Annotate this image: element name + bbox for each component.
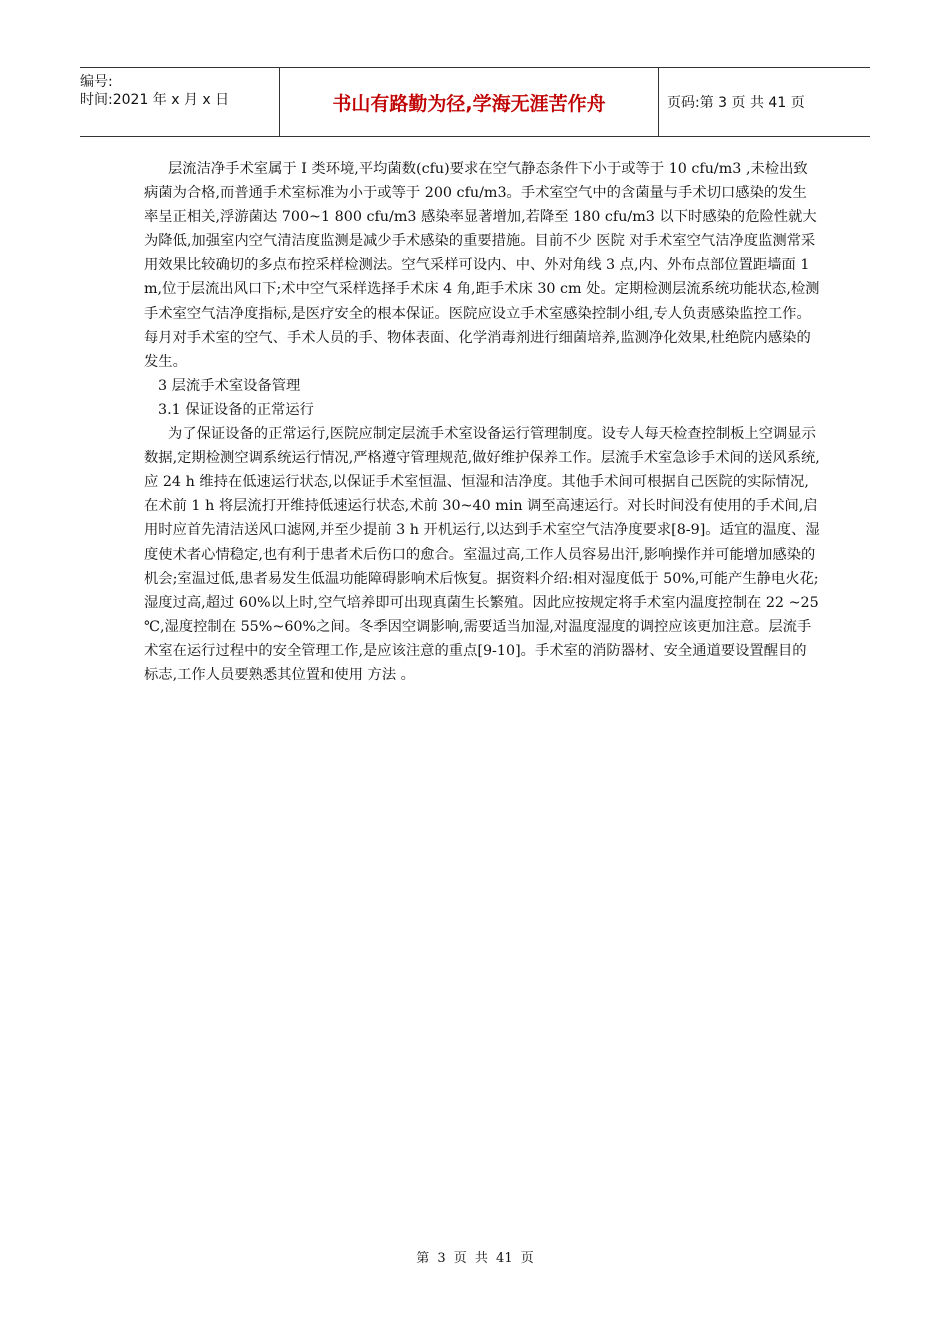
body-paragraph: 为了保证设备的正常运行,医院应制定层流手术室设备运行管理制度。设专人每天检查控制板上空调显示数据,定期检测空调系统运行情况,严格遵守管理规范,做好维护保养工作。层流手术室急诊手术间的送风系统,应 24 h 维持在低速运行状态,以保证手术室恒温、恒湿和洁净度。其他手术间可根据自己医院的实际情况,在术前 1 h 将层流打开维持低速运行状态,术前 30~40 min 调至高速运行。对长时间没有使用的手术间,启用时应首先清洁送风口滤网,并至少提前 3 h 开机运行,以达到手术室空气洁净度要求[8-9]。适宜的温度、湿度使术者心情稳定,也有利于患者术后伤口的愈合。室温过高,工作人员容易出汗,影响操作并可能增加感染的机会;室温过低,患者易发生低温功能障碍影响术后恢复。据资料介绍:相对湿度低于 50%,可能产生静电火花;湿度过高,超过 60%以上时,空气培养即可出现真菌生长繁殖。因此应按规定将手术室内温度控制在 22 ~25 ℃,湿度控制在 55%~60%之间。冬季因空调影响,需要适当加湿,对温度湿度的调控应该更加注意。层流手术室在运行过程中的安全管理工作,是应该注意的重点[9-10]。手术室的消防器材、安全通道要设置醒目的标志,工作人员要熟悉其位置和使用 方法 。 [144, 426, 820, 683]
document-body [144, 157, 820, 687]
document-date: 时间:2021 年 x 月 x 日 [80, 92, 230, 108]
header-meta [80, 68, 280, 136]
section-heading: 3 层流手术室设备管理 [158, 377, 301, 394]
header-motto: 书山有路勤为径,学海无涯苦作舟 [280, 68, 659, 136]
body-paragraph: 层流洁净手术室属于 I 类环境,平均菌数(cfu)要求在空气静态条件下小于或等于 10 cfu/m3 ,未检出致病菌为合格,而普通手术室标准为小于或等于 200 cfu/m3。手术室空气中的含菌量与手术切口感染的发生率呈正相关,浮游菌达 700~1 800 cfu/m3 感染率显著增加,若降至 180 cfu/m3 以下时感染的危险性就大为降低,加强室内空气清洁度监测是减少手术感染的重要措施。目前不少 医院 对手术室空气洁净度监测常采用效果比较确切的多点布控采样检测法。空气采样可设内、中、外对角线 3 点,内、外布点部位置距墙面 1 m,位于层流出风口下;术中空气采样选择手术床 4 角,距手术床 30 cm 处。定期检测层流系统功能状态,检测手术室空气洁净度指标,是医疗安全的根本保证。医院应设立手术室感染控制小组,专人负责感染监控工作。每月对手术室的空气、手术人员的手、物体表面、化学消毒剂进行细菌培养,监测净化效果,杜绝院内感染的发生。 [144, 161, 820, 370]
page-header [80, 67, 870, 137]
page-footer: 第 3 页 共 41 页 [416, 1251, 534, 1266]
header-page-info: 页码:第 3 页 共 41 页 [667, 95, 805, 111]
subsection-heading: 3.1 保证设备的正常运行 [158, 401, 314, 418]
document-number-label: 编号: [80, 74, 113, 90]
